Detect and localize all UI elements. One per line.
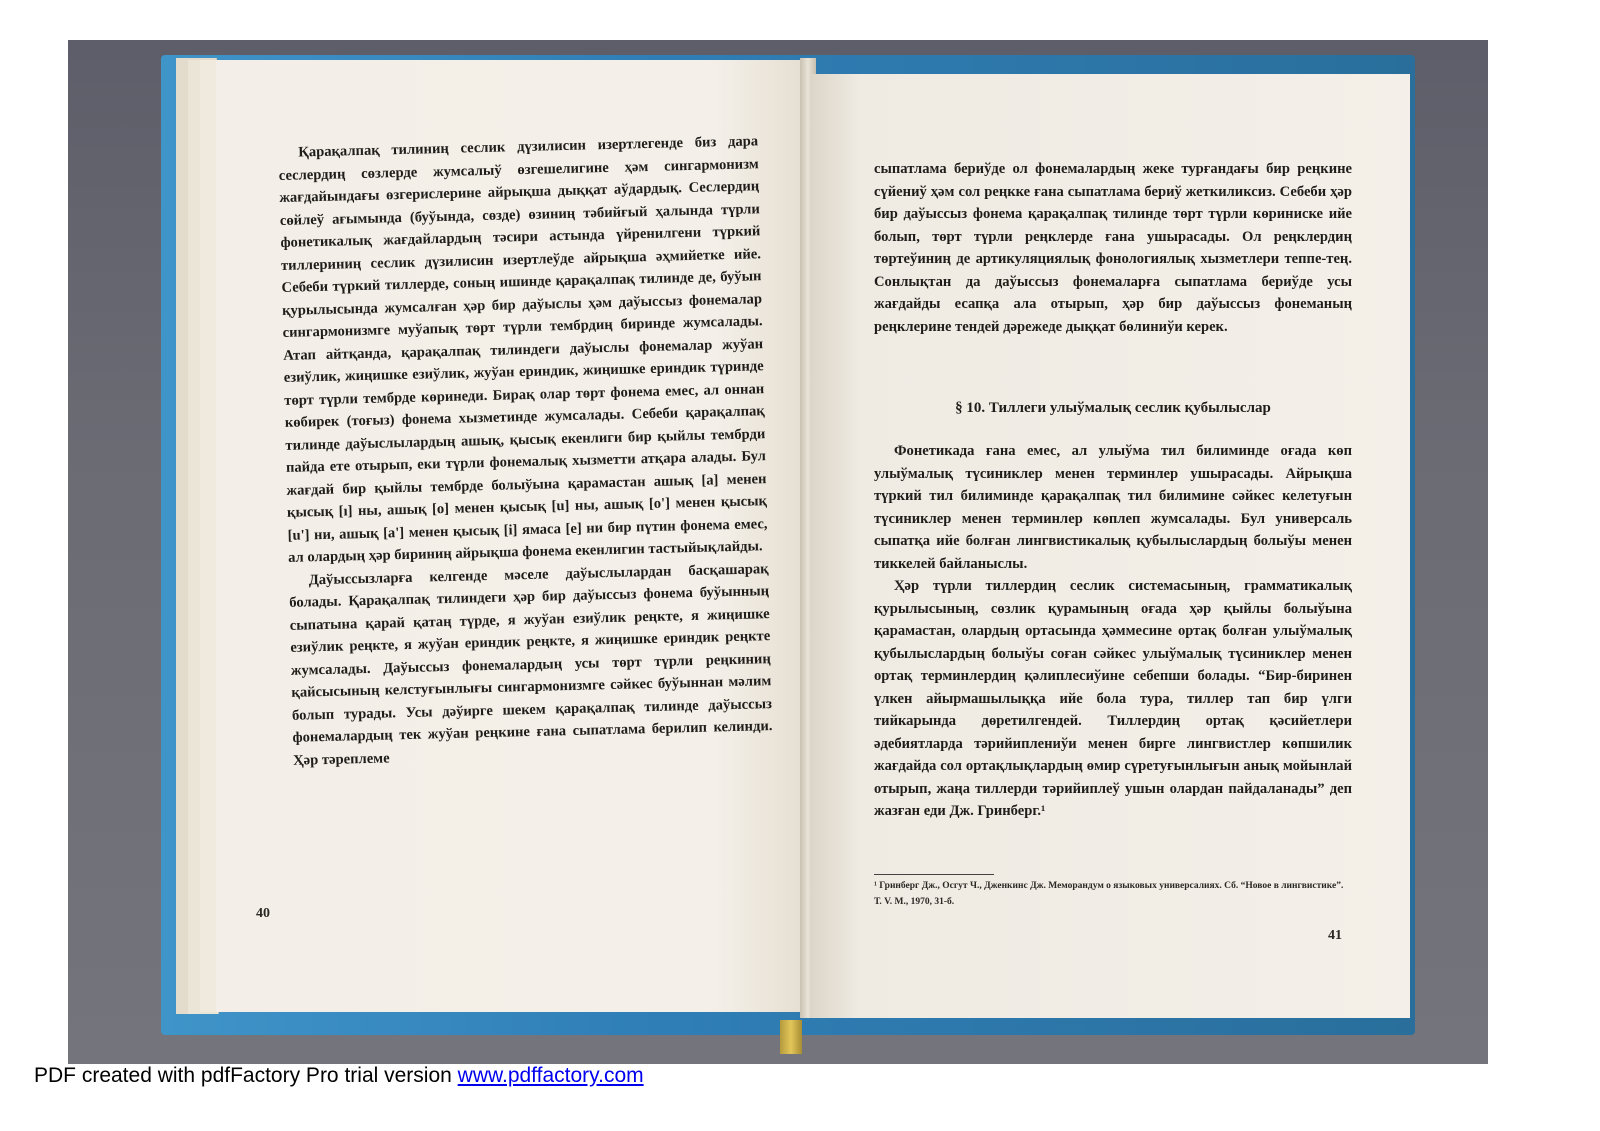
right-page-text xyxy=(874,440,1352,823)
right-page xyxy=(812,74,1410,1018)
footnote: ¹ Гринберг Дж., Осгут Ч., Дженкинс Дж. Меморандум о языковых универсалиях. Сб. “Новое в лингвистике”. Т. V. М., 1970, 31-б. xyxy=(874,881,1344,907)
page-number: 41 xyxy=(1328,928,1342,943)
page-number: 40 xyxy=(256,906,270,921)
continued-paragraph: сыпатлама бериўде ол фонемалардың жеке турғандағы бир реңкине сүйениў ҳәм сол реңкке ғана сыпатлама бериў жеткиликсиз. Себеби ҳәр бир даўыссыз фонема қарақалпақ тилинде төрт түрли көриниске ийе болып, төрт түрли реңклерде ғана ушырасады. Ол реңклердиң төртеўиниң де артикуляциялық фонологиялық хызметлери теппе-тең. Сонлықтан да даўыссыз фонемаларға сыпатлама бериўде усы жағдайды есапқа ала отырып, ҳәр бир даўыссыз фонеманың реңклерине тендей дәрежеде дыққат бөлиниўи керек. xyxy=(874,161,1352,335)
pdffactory-link[interactable]: www.pdffactory.com xyxy=(457,1064,644,1087)
pdf-footer-banner xyxy=(34,1064,644,1088)
bookmark-ribbon xyxy=(780,1020,802,1054)
footnote-divider xyxy=(874,874,994,875)
paragraph: Ҳәр түрли тиллердиң сеслик системасының, грамматикалық қурылысының, сөзлик қурамының оғада ҳәр қыйлы болыўына қарамастан, олардың ортасында ҳәммесине ортақ болған улыўмалық қубылыслардың болыўы соған сәйкес улыўмалық түсиниклер менен ортақ терминлердиң қәлиплесиўине себепши болады. “Бир-биринен үлкен айырмашылыққа ийе бола тура, тиллер тап бир үлги тийкарында дөретилгендей. Тиллердиң ортақ қәсийетлери әдебиятларда тәрийиплениўи менен бирге лингвистлер көпшилик жағдайда сол ортақлықлардың өмир сүретуғынлығын анық мойынлай отырып, жаңа тиллерди тәрийиплеў ушын олардан пайдаланады” деп жазған еди Дж. Гринберг.¹ xyxy=(874,578,1352,819)
paragraph: Қарақалпақ тилиниң сеслик дүзилисин изертлегенде биз дара сеслердиң сөзлерде жумсалыў өзгешелигине ҳәм сингармонизм жағдайындағы өзгерислерине айрықша дыққат аўдардық. Сеслердиң сөйлеў ағымында (буўында, сөзде) өзиниң тәбийғый ҳалында түрли фонетикалық жағдайлардың тәсири астында үйренилгени түркий тиллериниң сеслик дүзилисин изертлеўде айрықша әҳмийетке ийе. Себеби түркий тиллерде, соның ишинде қарақалпақ тилинде де, буўын қурылысында жумсалған ҳәр бир даўыслы ҳәм даўыссыз фонемалар сингармонизмге муўапық төрт түрли тембрдиң биринде жумсалады. Атап айтқанда, қарақалпақ тилиндеги даўыслы фонемалар жуўан езиўлик, жиңишке езиўлик, жуўан ериндик, жиңишке ериндик түринде төрт түрли тембрде көринеди. Бирақ олар төрт фонема емес, ал оннан көбирек (тоғыз) фонема хызметинде жумсалады. Себеби қарақалпақ тилинде даўыслылардың ашық, қысық екенлиги бир қыйлы тембрди пайда ете отырып, еки түрли фонемалық хызметти атқара алады. Бул жағдай бир қыйлы тембрде болыўына қарамастан ашық [а] менен қысық [ı] ны, ашық [о] менен қысық [u] ны, ашық [о'] менен қысық [u'] ни, ашық [а'] менен қысық [i] ямаса [е] ни бир пүтин фонема емес, ал олардың ҳәр бириниң айрықша фонема екенлигин тастыйықлайды. xyxy=(278,133,768,566)
paragraph: Фонетикада ғана емес, ал улыўма тил билиминде оғада көп улыўмалық түсиниклер менен терминлер ушырасады. Айрықша түркий тил билиминде қарақалпақ тил билимине сәйкес келетуғын түсиниклер менен терминлер көплеп жумсалады. Бул универсаль сыпатқа ийе болған лингвистикалық қубылыслардың болыўы менен тиккелей байланыслы. xyxy=(874,443,1352,572)
banner-text: PDF created with pdfFactory Pro trial version xyxy=(34,1064,458,1087)
paragraph: Даўыссызларға келгенде мәселе даўыслылардан басқашарақ болады. Қарақалпақ тилиндеги ҳәр бир даўыссыз фонема буўынның сыпатына қарай қатаң түрде, я жуўан езиўлик реңкте, я жиңишке езиўлик реңкте, я жуўан ериндик реңкте, я жиңишке ериндик реңкте жумсалады. Даўыссыз фонемалардың усы төрт түрли реңкиниң қайсысының келстуғынлығы сингармонизмге сәйкес буўыннан мәлим болып турады. Усы дәўирге шекем қарақалпақ тилинде даўыссыз фонемалардың тек жуўан реңкине ғана сыпатлама берилип келинди. Ҳәр тәреплеме xyxy=(289,560,773,769)
left-page-text xyxy=(278,130,773,772)
left-page xyxy=(216,60,802,1012)
section-heading: § 10. Тиллеги улыўмалық сеслик қубылыслар xyxy=(955,400,1271,416)
